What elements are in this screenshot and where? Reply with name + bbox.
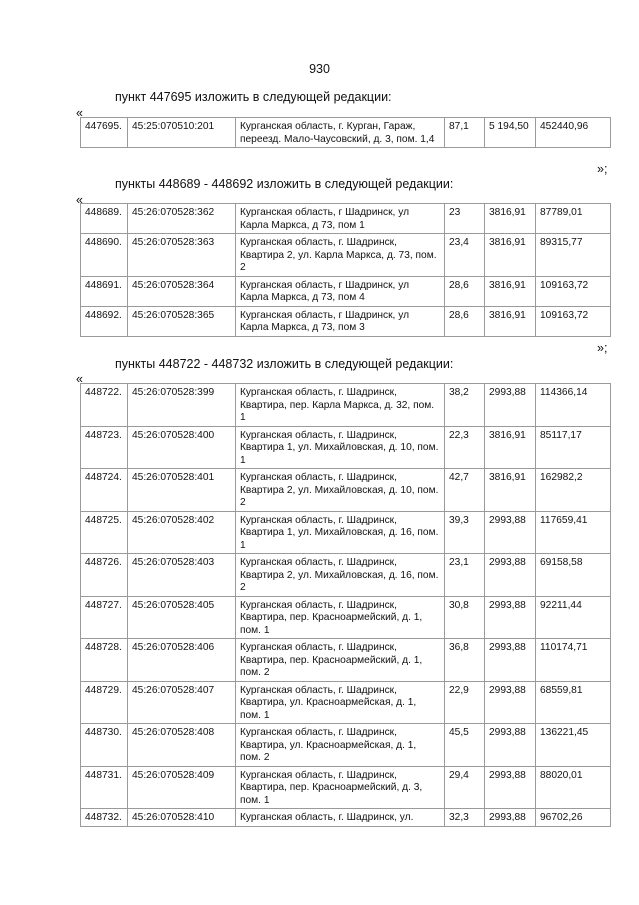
value-cell: 114366,14: [536, 384, 611, 427]
value-cell: 68559,81: [536, 681, 611, 724]
table-row: [81, 426, 611, 469]
address-cell: Курганская область, г. Шадринск, Квартира 2, ул. Михайловская, д. 10, пом. 2: [236, 469, 445, 512]
rate-cell: 3816,91: [485, 234, 536, 277]
cadastral-number-cell: 45:26:070528:402: [128, 511, 236, 554]
table-row: [81, 809, 611, 827]
area-cell: 29,4: [445, 766, 485, 809]
value-cell: 109163,72: [536, 306, 611, 336]
rate-cell: 2993,88: [485, 766, 536, 809]
address-cell: Курганская область, г. Шадринск, Квартира, пер. Красноармейский, д. 3, пом. 1: [236, 766, 445, 809]
row-number-cell: 447695.: [81, 118, 128, 148]
rate-cell: 2993,88: [485, 554, 536, 597]
area-cell: 39,3: [445, 511, 485, 554]
table-row: [81, 554, 611, 597]
row-number-cell: 448730.: [81, 724, 128, 767]
cadastral-number-cell: 45:26:070528:399: [128, 384, 236, 427]
data-table: [80, 203, 611, 337]
rate-cell: 2993,88: [485, 681, 536, 724]
data-table: [80, 117, 611, 148]
open-quote: «: [76, 106, 83, 120]
value-cell: 96702,26: [536, 809, 611, 827]
table-row: [81, 384, 611, 427]
table-row: [81, 276, 611, 306]
value-cell: 117659,41: [536, 511, 611, 554]
cadastral-number-cell: 45:26:070528:407: [128, 681, 236, 724]
address-cell: Курганская область, г Шадринск, ул Карла Маркса, д 73, пом 1: [236, 204, 445, 234]
open-quote: «: [76, 372, 83, 386]
cadastral-number-cell: 45:26:070528:363: [128, 234, 236, 277]
value-cell: 452440,96: [536, 118, 611, 148]
address-cell: Курганская область, г. Шадринск, Квартира 1, ул. Михайловская, д. 10, пом. 1: [236, 426, 445, 469]
address-cell: Курганская область, г. Шадринск, Квартира 2, ул. Михайловская, д. 16, пом. 2: [236, 554, 445, 597]
table-row: [81, 511, 611, 554]
table-row: [81, 724, 611, 767]
close-quote: »;: [597, 162, 608, 176]
area-cell: 23,1: [445, 554, 485, 597]
address-cell: Курганская область, г. Шадринск, ул.: [236, 809, 445, 827]
row-number-cell: 448691.: [81, 276, 128, 306]
cadastral-number-cell: 45:26:070528:409: [128, 766, 236, 809]
row-number-cell: 448731.: [81, 766, 128, 809]
row-number-cell: 448723.: [81, 426, 128, 469]
address-cell: Курганская область, г. Шадринск, Квартира, пер. Карла Маркса, д. 32, пом. 1: [236, 384, 445, 427]
address-cell: Курганская область, г. Шадринск, Квартира, ул. Красноармейская, д. 1, пом. 1: [236, 681, 445, 724]
address-cell: Курганская область, г. Курган, Гараж, переезд. Мало-Чаусовский, д. 3, пом. 1,4: [236, 118, 445, 148]
row-number-cell: 448692.: [81, 306, 128, 336]
cadastral-number-cell: 45:26:070528:401: [128, 469, 236, 512]
table-row: [81, 118, 611, 148]
area-cell: 42,7: [445, 469, 485, 512]
area-cell: 45,5: [445, 724, 485, 767]
row-number-cell: 448690.: [81, 234, 128, 277]
cadastral-number-cell: 45:26:070528:406: [128, 639, 236, 682]
cadastral-number-cell: 45:26:070528:364: [128, 276, 236, 306]
rate-cell: 2993,88: [485, 384, 536, 427]
area-cell: 23,4: [445, 234, 485, 277]
table-row: [81, 234, 611, 277]
row-number-cell: 448728.: [81, 639, 128, 682]
address-cell: Курганская область, г. Шадринск, Квартира, ул. Красноармейская, д. 1, пом. 2: [236, 724, 445, 767]
rate-cell: 2993,88: [485, 596, 536, 639]
rate-cell: 2993,88: [485, 724, 536, 767]
row-number-cell: 448727.: [81, 596, 128, 639]
value-cell: 85117,17: [536, 426, 611, 469]
address-cell: Курганская область, г Шадринск, ул Карла Маркса, д 73, пом 3: [236, 306, 445, 336]
row-number-cell: 448725.: [81, 511, 128, 554]
cadastral-number-cell: 45:26:070528:405: [128, 596, 236, 639]
address-cell: Курганская область, г. Шадринск, Квартира 1, ул. Михайловская, д. 16, пом. 1: [236, 511, 445, 554]
page-number: 930: [309, 62, 330, 76]
area-cell: 38,2: [445, 384, 485, 427]
value-cell: 110174,71: [536, 639, 611, 682]
cadastral-number-cell: 45:26:070528:365: [128, 306, 236, 336]
area-cell: 36,8: [445, 639, 485, 682]
value-cell: 109163,72: [536, 276, 611, 306]
area-cell: 32,3: [445, 809, 485, 827]
cadastral-number-cell: 45:26:070528:403: [128, 554, 236, 597]
area-cell: 22,9: [445, 681, 485, 724]
close-quote: »;: [597, 341, 608, 355]
row-number-cell: 448732.: [81, 809, 128, 827]
cadastral-number-cell: 45:25:070510:201: [128, 118, 236, 148]
row-number-cell: 448729.: [81, 681, 128, 724]
address-cell: Курганская область, г. Шадринск, Квартира, пер. Красноармейский, д. 1, пом. 1: [236, 596, 445, 639]
rate-cell: 3816,91: [485, 204, 536, 234]
address-cell: Курганская область, г Шадринск, ул Карла Маркса, д 73, пом 4: [236, 276, 445, 306]
section-heading: пункты 448689 - 448692 изложить в следующей редакции:: [115, 177, 454, 191]
cadastral-number-cell: 45:26:070528:408: [128, 724, 236, 767]
value-cell: 88020,01: [536, 766, 611, 809]
value-cell: 87789,01: [536, 204, 611, 234]
row-number-cell: 448689.: [81, 204, 128, 234]
area-cell: 87,1: [445, 118, 485, 148]
section-heading: пункт 447695 изложить в следующей редакции:: [115, 90, 392, 104]
open-quote: «: [76, 193, 83, 207]
cadastral-number-cell: 45:26:070528:400: [128, 426, 236, 469]
value-cell: 136221,45: [536, 724, 611, 767]
section-heading: пункты 448722 - 448732 изложить в следующей редакции:: [115, 357, 454, 371]
table-row: [81, 204, 611, 234]
address-cell: Курганская область, г. Шадринск, Квартира 2, ул. Карла Маркса, д. 73, пом. 2: [236, 234, 445, 277]
table-row: [81, 596, 611, 639]
row-number-cell: 448726.: [81, 554, 128, 597]
area-cell: 23: [445, 204, 485, 234]
table-row: [81, 681, 611, 724]
rate-cell: 2993,88: [485, 639, 536, 682]
rate-cell: 3816,91: [485, 426, 536, 469]
table-row: [81, 469, 611, 512]
table-row: [81, 639, 611, 682]
area-cell: 30,8: [445, 596, 485, 639]
table-row: [81, 766, 611, 809]
row-number-cell: 448722.: [81, 384, 128, 427]
cadastral-number-cell: 45:26:070528:410: [128, 809, 236, 827]
data-table: [80, 383, 611, 827]
table-row: [81, 306, 611, 336]
area-cell: 28,6: [445, 306, 485, 336]
value-cell: 162982,2: [536, 469, 611, 512]
address-cell: Курганская область, г. Шадринск, Квартира, пер. Красноармейский, д. 1, пом. 2: [236, 639, 445, 682]
value-cell: 92211,44: [536, 596, 611, 639]
area-cell: 28,6: [445, 276, 485, 306]
rate-cell: 2993,88: [485, 809, 536, 827]
rate-cell: 3816,91: [485, 306, 536, 336]
value-cell: 69158,58: [536, 554, 611, 597]
rate-cell: 3816,91: [485, 276, 536, 306]
rate-cell: 3816,91: [485, 469, 536, 512]
value-cell: 89315,77: [536, 234, 611, 277]
cadastral-number-cell: 45:26:070528:362: [128, 204, 236, 234]
row-number-cell: 448724.: [81, 469, 128, 512]
area-cell: 22,3: [445, 426, 485, 469]
rate-cell: 5 194,50: [485, 118, 536, 148]
rate-cell: 2993,88: [485, 511, 536, 554]
